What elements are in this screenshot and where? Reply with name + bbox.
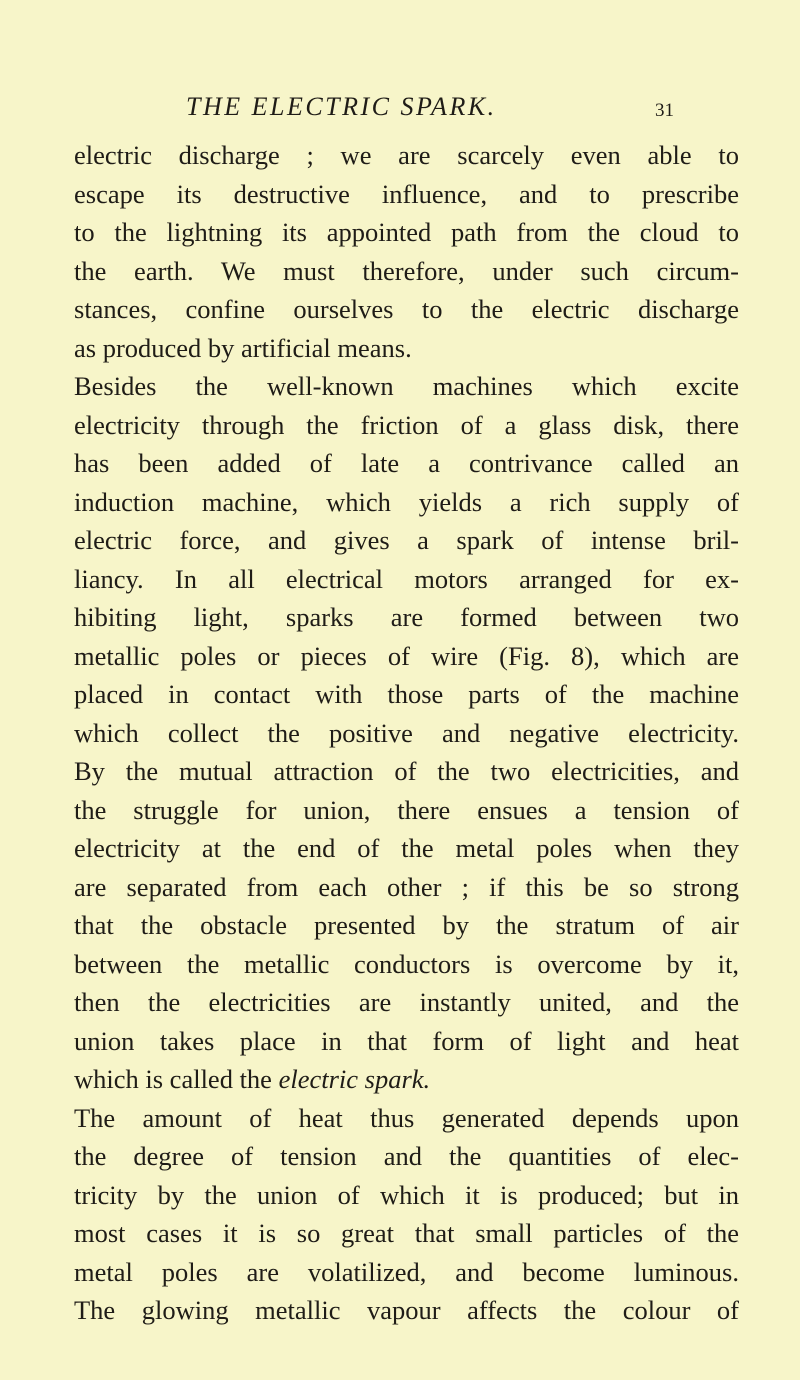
- text-line: Besides the well-known machines which excite: [74, 371, 739, 401]
- text-line: metallic poles or pieces of wire (Fig. 8), which are: [74, 640, 739, 671]
- running-title: THE ELECTRIC SPARK.: [186, 92, 497, 121]
- text-line: to the lightning its appointed path from the cloud to: [74, 217, 739, 247]
- text-line: hibiting light, sparks are formed between two: [74, 602, 739, 632]
- text-line: then the electricities are instantly united, and the: [74, 987, 739, 1017]
- body-text: [74, 136, 739, 1330]
- text-line: most cases it is so great that small particles of the: [74, 1218, 739, 1248]
- page-number: 31: [655, 100, 674, 121]
- text-line: By the mutual attraction of the two electricities, and: [74, 756, 739, 786]
- text-line: the earth. We must therefore, under such circum-: [74, 255, 739, 286]
- text-line: between the metallic conductors is overcome by it,: [74, 948, 739, 979]
- text-line: electric force, and gives a spark of intense bril-: [74, 525, 739, 555]
- text-line: union takes place in that form of light and heat: [74, 1025, 739, 1056]
- text-line: induction machine, which yields a rich supply of: [74, 486, 739, 517]
- emphasized-term: electric spark.: [278, 1064, 431, 1094]
- text-line: that the obstacle presented by the stratum of air: [74, 910, 739, 940]
- text-line: has been added of late a contrivance called an: [74, 448, 739, 478]
- text-line: tricity by the union of which it is produced; but in: [74, 1179, 739, 1210]
- text-line-prefix: which is called the: [74, 1064, 279, 1094]
- text-line: placed in contact with those parts of the machine: [74, 679, 739, 709]
- running-head: [0, 92, 800, 122]
- text-line: which collect the positive and negative electricity.: [74, 717, 739, 748]
- text-line: [74, 1060, 739, 1099]
- text-line: escape its destructive influence, and to prescribe: [74, 178, 739, 209]
- text-line: liancy. In all electrical motors arranged for ex-: [74, 563, 739, 594]
- text-line: metal poles are volatilized, and become luminous.: [74, 1256, 739, 1287]
- text-line: electricity through the friction of a glass disk, there: [74, 409, 739, 440]
- text-line: The glowing metallic vapour affects the colour of: [74, 1295, 739, 1325]
- text-line: stances, confine ourselves to the electric discharge: [74, 294, 739, 324]
- text-line: electricity at the end of the metal poles when they: [74, 833, 739, 863]
- text-line: electric discharge ; we are scarcely even able to: [74, 140, 739, 170]
- text-line: as produced by artificial means.: [74, 332, 412, 363]
- text-line: The amount of heat thus generated depends upon: [74, 1102, 739, 1133]
- text-line: the struggle for union, there ensues a tension of: [74, 794, 739, 825]
- text-line: the degree of tension and the quantities of elec-: [74, 1141, 739, 1171]
- text-line: are separated from each other ; if this be so strong: [74, 871, 739, 902]
